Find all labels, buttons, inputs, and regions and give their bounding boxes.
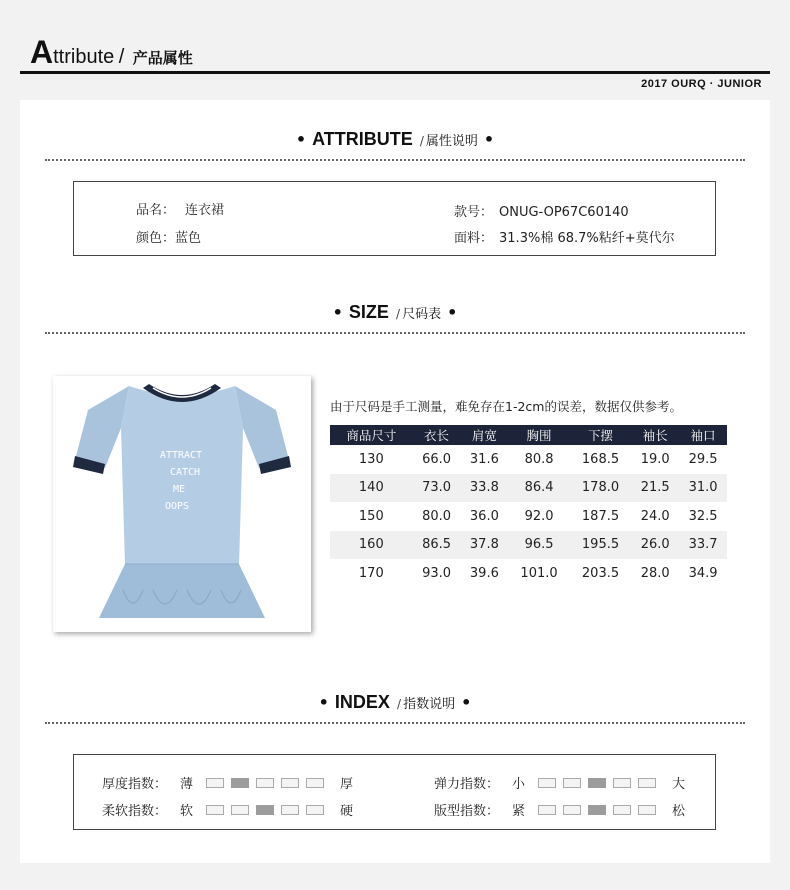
table-cell: 92.0: [524, 508, 554, 524]
index-label: 弹力指数：: [434, 777, 500, 792]
index-high-label: 厚: [340, 777, 354, 792]
header-title-initial: A: [30, 34, 54, 70]
index-scale-cell: [231, 778, 249, 788]
index-heading-en: INDEX: [334, 692, 390, 712]
table-cell: 170: [358, 565, 384, 581]
attribute-heading-cn: 属性说明: [425, 134, 478, 149]
table-cell: 31.0: [679, 474, 727, 503]
table-cell: 160: [330, 531, 413, 560]
col-header: 胸围: [508, 425, 569, 445]
col-header: 肩宽: [460, 425, 508, 445]
name-value: 连衣裙: [185, 203, 225, 218]
table-cell: 33.7: [679, 531, 727, 560]
index-scale-cell: [638, 805, 656, 815]
index-scale-cell: [206, 778, 224, 788]
col-header: 下摆: [570, 425, 631, 445]
index-scale-cell: [281, 805, 299, 815]
style-number-label: 款号：: [454, 205, 494, 220]
table-cell: 26.0: [631, 531, 679, 560]
table-row: [330, 502, 727, 531]
header-cn-title: 产品属性: [132, 50, 193, 67]
index-scale-cell: [538, 778, 556, 788]
dress-image: [53, 376, 311, 632]
shirt-print-line-4: OOPS: [164, 501, 190, 512]
table-cell: 168.5: [581, 451, 620, 467]
size-heading: • SIZE / 尺码表 •: [332, 302, 458, 322]
brand-label: 2017 OURQ · JUNIOR: [641, 78, 762, 90]
table-cell: 187.5: [581, 508, 620, 524]
table-cell: 93.0: [422, 565, 452, 581]
fabric-value: 31.3%棉 68.7%粘纤+莫代尔: [499, 231, 675, 246]
index-scale-cell: [306, 805, 324, 815]
index-scale-cell: [588, 805, 606, 815]
index-heading-cn: 指数说明: [403, 697, 456, 712]
index-label: 厚度指数：: [102, 777, 168, 792]
index-high-label: 硬: [340, 804, 354, 819]
table-cell: 150: [358, 508, 384, 524]
fabric-label: 面料：: [454, 231, 494, 246]
table-cell: 39.6: [469, 565, 499, 581]
table-cell: 66.0: [422, 451, 452, 467]
index-scale-cell: [306, 778, 324, 788]
table-row: [330, 531, 727, 560]
table-cell: 19.0: [640, 451, 670, 467]
index-high-label: 大: [672, 777, 686, 792]
size-table-header: [330, 425, 727, 445]
col-header: 衣长: [413, 425, 461, 445]
shirt-print-line-2: CATCH: [169, 467, 201, 478]
table-cell: 29.5: [688, 451, 718, 467]
content-panel: [20, 100, 770, 863]
col-header: 袖口: [679, 425, 727, 445]
table-cell: 130: [358, 451, 384, 467]
table-cell: 195.5: [570, 531, 631, 560]
index-label: 柔软指数：: [102, 804, 168, 819]
table-cell: 36.0: [469, 508, 499, 524]
table-cell: 24.0: [640, 508, 670, 524]
table-row: [330, 474, 727, 503]
table-cell: 28.0: [640, 565, 670, 581]
style-number-value: ONUG-OP67C60140: [499, 205, 629, 220]
index-scale-cell: [281, 778, 299, 788]
table-cell: 21.5: [631, 474, 679, 503]
name-label: 品名：: [136, 203, 176, 218]
attribute-box: [73, 181, 716, 256]
col-header: 袖长: [631, 425, 679, 445]
header-title: [30, 34, 193, 71]
attribute-heading: • ATTRIBUTE / 属性说明 •: [295, 129, 495, 149]
index-divider: [45, 722, 745, 724]
index-scale-cell: [613, 805, 631, 815]
table-cell: 31.6: [469, 451, 499, 467]
index-scale-cell: [538, 805, 556, 815]
index-scale-cell: [638, 778, 656, 788]
header-slash: /: [118, 46, 125, 68]
table-row: [330, 445, 727, 474]
index-box: [73, 754, 716, 830]
page-header: [20, 30, 770, 74]
size-heading-cn: 尺码表: [402, 307, 442, 322]
index-scale-cell: [231, 805, 249, 815]
table-cell: 37.8: [460, 531, 508, 560]
table-cell: 203.5: [581, 565, 620, 581]
product-photo: [53, 376, 311, 632]
index-scale-cell: [563, 805, 581, 815]
index-low-label: 小: [512, 777, 526, 792]
index-low-label: 软: [180, 804, 194, 819]
table-cell: 86.5: [413, 531, 461, 560]
header-rule: [20, 71, 770, 74]
index-scale-cell: [588, 778, 606, 788]
index-scale-cell: [256, 778, 274, 788]
size-note: 由于尺码是手工测量，难免存在1-2cm的误差，数据仅供参考。: [330, 399, 682, 414]
color-value: 蓝色: [175, 231, 202, 246]
index-scale-cell: [613, 778, 631, 788]
size-table: [330, 425, 727, 588]
table-cell: 32.5: [688, 508, 718, 524]
index-low-label: 薄: [180, 777, 194, 792]
table-cell: 34.9: [688, 565, 718, 581]
table-cell: 178.0: [570, 474, 631, 503]
table-cell: 96.5: [508, 531, 569, 560]
index-label: 版型指数：: [434, 804, 500, 819]
index-scale-cell: [256, 805, 274, 815]
shirt-print-line-3: ME: [172, 484, 186, 495]
table-cell: 86.4: [508, 474, 569, 503]
size-heading-en: SIZE: [348, 302, 389, 322]
table-cell: 140: [330, 474, 413, 503]
index-scale-cell: [563, 778, 581, 788]
table-cell: 73.0: [413, 474, 461, 503]
table-cell: 33.8: [460, 474, 508, 503]
header-title-rest: ttribute: [53, 46, 115, 68]
index-heading: • INDEX / 指数说明 •: [318, 692, 472, 712]
index-scale-cell: [206, 805, 224, 815]
index-high-label: 松: [672, 804, 686, 819]
shirt-print-line-1: ATTRACT: [159, 450, 203, 461]
table-cell: 101.0: [520, 565, 558, 581]
table-cell: 80.8: [524, 451, 554, 467]
size-divider: [45, 332, 745, 334]
col-header: 商品尺寸: [330, 425, 413, 445]
index-low-label: 紧: [512, 804, 526, 819]
color-label: 颜色：: [136, 231, 176, 246]
table-row: [330, 559, 727, 588]
table-cell: 80.0: [422, 508, 452, 524]
attribute-heading-en: ATTRIBUTE: [312, 129, 413, 149]
attribute-divider: [45, 159, 745, 161]
